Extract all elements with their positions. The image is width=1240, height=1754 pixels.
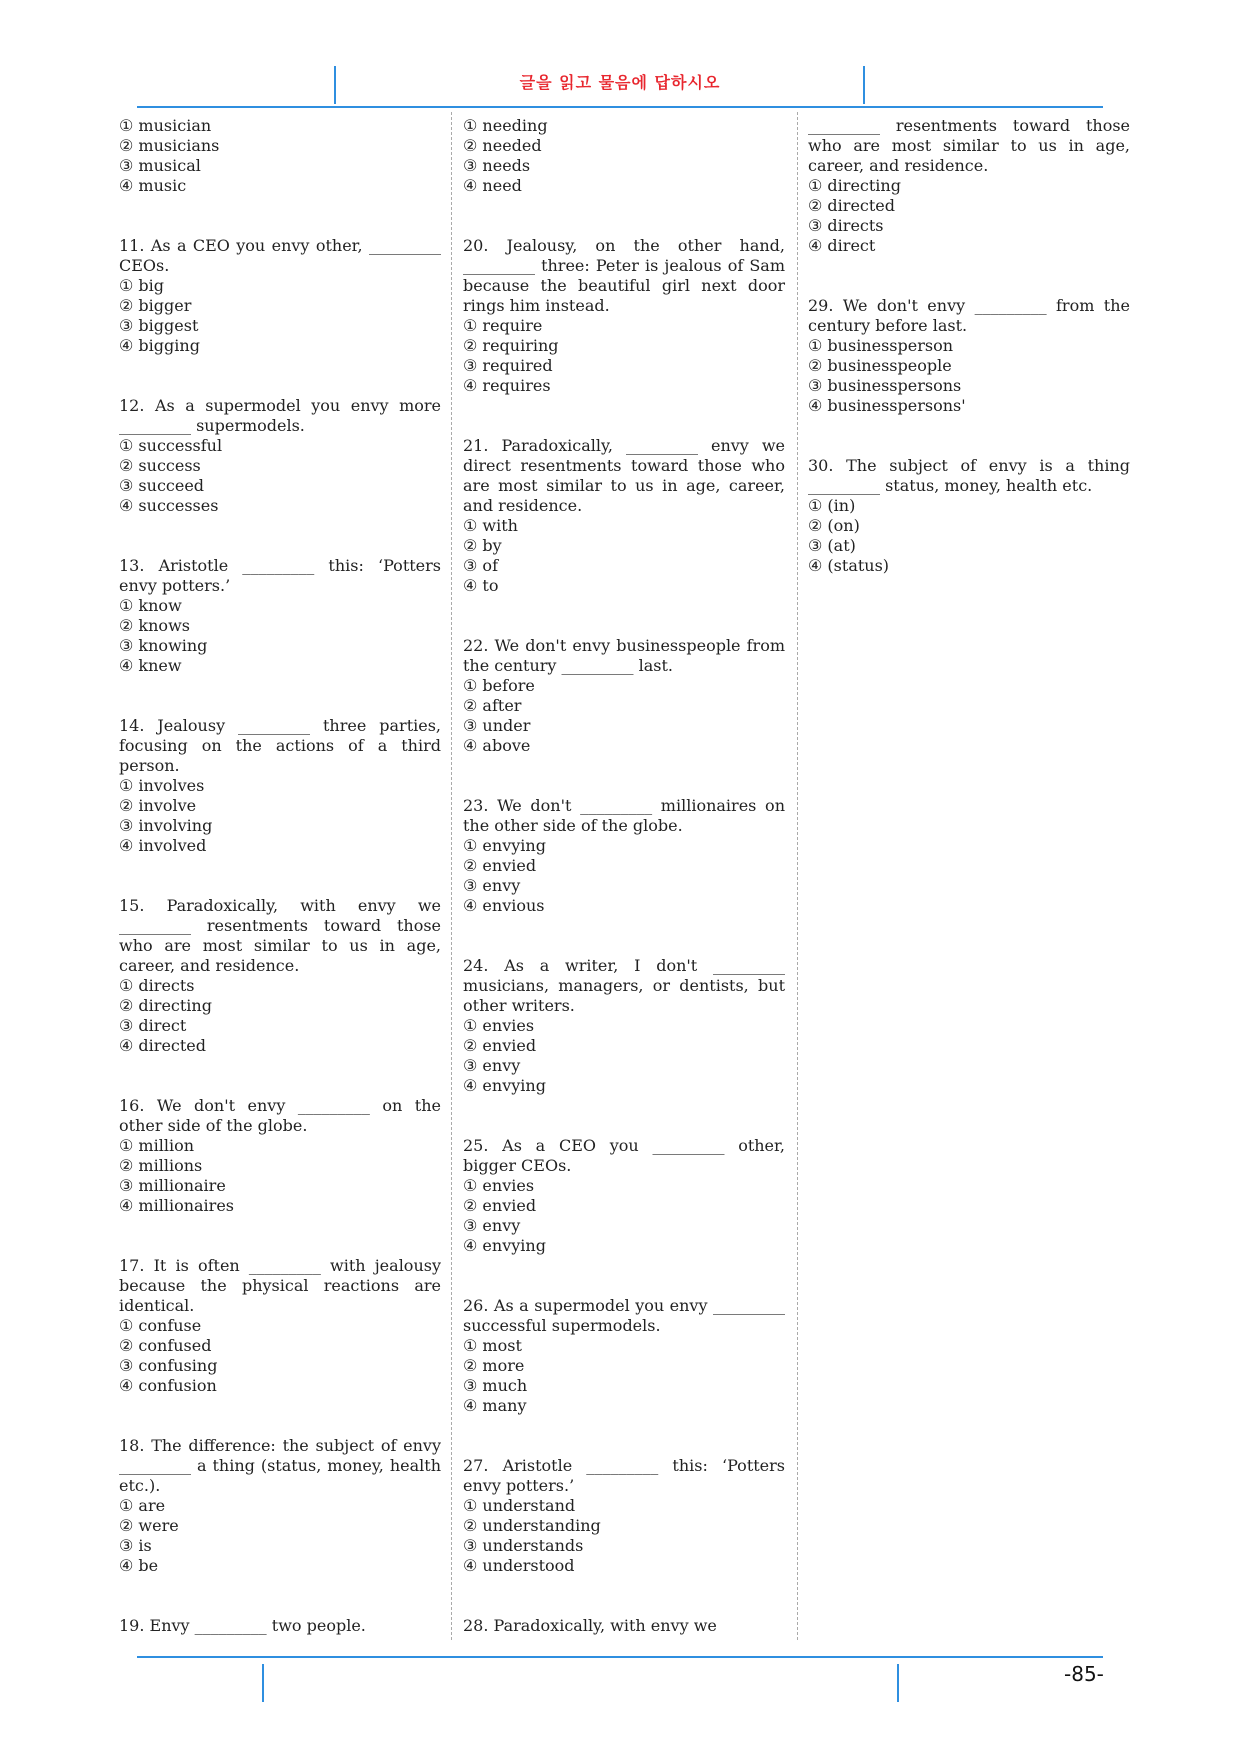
answer-option: ④ music bbox=[119, 176, 187, 195]
question-block bbox=[119, 236, 441, 356]
answer-option: ② knows bbox=[119, 616, 190, 635]
answer-option: ③ needs bbox=[463, 156, 531, 175]
question-text: 11. As a CEO you envy other, _________ CEOs. bbox=[119, 236, 441, 275]
answer-option: ② directing bbox=[119, 996, 212, 1015]
answer-option: ② after bbox=[463, 696, 522, 715]
answer-option: ③ envy bbox=[463, 1216, 521, 1235]
question-block bbox=[463, 436, 785, 596]
answer-option: ② requiring bbox=[463, 336, 559, 355]
answer-option: ① envies bbox=[463, 1016, 535, 1035]
question-block bbox=[463, 116, 785, 196]
answer-option: ① (in) bbox=[808, 496, 856, 515]
answer-option: ① directs bbox=[119, 976, 195, 995]
answer-option: ④ confusion bbox=[119, 1376, 217, 1395]
question-block bbox=[119, 556, 441, 676]
answer-option: ② confused bbox=[119, 1336, 212, 1355]
column-divider-2 bbox=[797, 112, 798, 1640]
answer-option: ④ bigging bbox=[119, 336, 200, 355]
question-column-3 bbox=[808, 116, 1130, 616]
answer-option: ③ directs bbox=[808, 216, 884, 235]
question-text: 30. The subject of envy is a thing _________ status, money, health etc. bbox=[808, 456, 1130, 495]
answer-option: ③ musical bbox=[119, 156, 201, 175]
answer-option: ① understand bbox=[463, 1496, 576, 1515]
question-text: _________ resentments toward those who are most similar to us in age, career, and residence. bbox=[808, 116, 1130, 175]
answer-option: ③ millionaire bbox=[119, 1176, 226, 1195]
answer-option: ① know bbox=[119, 596, 182, 615]
question-block bbox=[463, 1296, 785, 1416]
question-block bbox=[119, 1616, 441, 1636]
answer-option: ④ (status) bbox=[808, 556, 890, 575]
answer-option: ② (on) bbox=[808, 516, 860, 535]
answer-option: ② needed bbox=[463, 136, 542, 155]
answer-option: ③ of bbox=[463, 556, 498, 575]
answer-option: ④ need bbox=[463, 176, 522, 195]
answer-option: ② by bbox=[463, 536, 502, 555]
question-text: 16. We don't envy _________ on the other side of the globe. bbox=[119, 1096, 441, 1135]
answer-option: ④ many bbox=[463, 1396, 527, 1415]
question-text: 18. The difference: the subject of envy _________ a thing (status, money, health etc.). bbox=[119, 1436, 441, 1495]
question-text: 24. As a writer, I don't _________ musicians, managers, or dentists, but other writers. bbox=[463, 956, 785, 1015]
question-block bbox=[119, 1256, 441, 1396]
question-block bbox=[119, 116, 441, 196]
question-block bbox=[119, 396, 441, 516]
answer-option: ③ biggest bbox=[119, 316, 199, 335]
question-block bbox=[808, 296, 1130, 416]
question-text: 14. Jealousy _________ three parties, focusing on the actions of a third person. bbox=[119, 716, 441, 775]
answer-option: ② bigger bbox=[119, 296, 192, 315]
question-block bbox=[463, 236, 785, 396]
answer-option: ② musicians bbox=[119, 136, 220, 155]
answer-option: ③ (at) bbox=[808, 536, 856, 555]
answer-option: ① successful bbox=[119, 436, 223, 455]
answer-option: ① most bbox=[463, 1336, 522, 1355]
header-rule bbox=[137, 106, 1103, 108]
question-block bbox=[119, 716, 441, 856]
answer-option: ③ is bbox=[119, 1536, 152, 1555]
answer-option: ② envied bbox=[463, 856, 537, 875]
answer-option: ③ businesspersons bbox=[808, 376, 962, 395]
answer-option: ④ direct bbox=[808, 236, 876, 255]
answer-option: ④ involved bbox=[119, 836, 207, 855]
answer-option: ④ to bbox=[463, 576, 499, 595]
answer-option: ① with bbox=[463, 516, 518, 535]
question-block bbox=[808, 116, 1130, 256]
answer-option: ① require bbox=[463, 316, 543, 335]
question-text: 28. Paradoxically, with envy we bbox=[463, 1616, 717, 1635]
answer-option: ④ directed bbox=[119, 1036, 207, 1055]
question-text: 17. It is often _________ with jealousy because the physical reactions are identical. bbox=[119, 1256, 441, 1315]
question-block bbox=[463, 636, 785, 756]
page-number: -85- bbox=[1064, 1662, 1104, 1686]
answer-option: ① businessperson bbox=[808, 336, 954, 355]
question-text: 27. Aristotle _________ this: ‘Potters envy potters.’ bbox=[463, 1456, 785, 1495]
answer-option: ④ be bbox=[119, 1556, 159, 1575]
question-text: 26. As a supermodel you envy _________ successful supermodels. bbox=[463, 1296, 785, 1335]
question-block bbox=[463, 1616, 785, 1636]
answer-option: ① confuse bbox=[119, 1316, 202, 1335]
answer-option: ③ envy bbox=[463, 876, 521, 895]
question-text: 23. We don't _________ millionaires on the other side of the globe. bbox=[463, 796, 785, 835]
answer-option: ① musician bbox=[119, 116, 212, 135]
answer-option: ④ requires bbox=[463, 376, 551, 395]
question-block bbox=[463, 1136, 785, 1256]
answer-option: ① involves bbox=[119, 776, 205, 795]
question-block bbox=[119, 896, 441, 1056]
answer-option: ② millions bbox=[119, 1156, 203, 1175]
answer-option: ③ under bbox=[463, 716, 531, 735]
answer-option: ④ businesspersons' bbox=[808, 396, 966, 415]
footer-rule bbox=[137, 1656, 1103, 1658]
answer-option: ④ understood bbox=[463, 1556, 575, 1575]
answer-option: ① are bbox=[119, 1496, 166, 1515]
answer-option: ③ understands bbox=[463, 1536, 584, 1555]
footer-tick-left bbox=[262, 1664, 264, 1702]
answer-option: ② were bbox=[119, 1516, 179, 1535]
answer-option: ② more bbox=[463, 1356, 525, 1375]
column-divider-1 bbox=[451, 112, 452, 1640]
answer-option: ② involve bbox=[119, 796, 197, 815]
question-block bbox=[119, 1436, 441, 1576]
answer-option: ③ envy bbox=[463, 1056, 521, 1075]
question-text: 22. We don't envy businesspeople from the century _________ last. bbox=[463, 636, 785, 675]
question-text: 20. Jealousy, on the other hand, _________ three: Peter is jealous of Sam because the beautiful girl next door rings him instead. bbox=[463, 236, 785, 315]
answer-option: ② directed bbox=[808, 196, 896, 215]
question-text: 25. As a CEO you _________ other, bigger CEOs. bbox=[463, 1136, 785, 1175]
answer-option: ④ knew bbox=[119, 656, 182, 675]
question-column-1 bbox=[119, 116, 441, 1676]
answer-option: ② envied bbox=[463, 1036, 537, 1055]
answer-option: ② businesspeople bbox=[808, 356, 952, 375]
answer-option: ① million bbox=[119, 1136, 195, 1155]
question-block bbox=[808, 456, 1130, 576]
answer-option: ① directing bbox=[808, 176, 901, 195]
answer-option: ③ knowing bbox=[119, 636, 208, 655]
answer-option: ① big bbox=[119, 276, 165, 295]
question-text: 15. Paradoxically, with envy we _________ resentments toward those who are most similar to us in age, career, and residence. bbox=[119, 896, 441, 975]
page-header-title: 글을 읽고 물음에 답하시오 bbox=[519, 73, 721, 92]
answer-option: ② understanding bbox=[463, 1516, 601, 1535]
footer-tick-right bbox=[897, 1664, 899, 1702]
answer-option: ④ above bbox=[463, 736, 531, 755]
answer-option: ③ much bbox=[463, 1376, 528, 1395]
answer-option: ④ successes bbox=[119, 496, 219, 515]
answer-option: ③ required bbox=[463, 356, 553, 375]
answer-option: ④ envious bbox=[463, 896, 545, 915]
answer-option: ① before bbox=[463, 676, 535, 695]
question-block bbox=[119, 1096, 441, 1216]
question-text: 19. Envy _________ two people. bbox=[119, 1616, 366, 1635]
question-block bbox=[463, 796, 785, 916]
answer-option: ① envies bbox=[463, 1176, 535, 1195]
answer-option: ② envied bbox=[463, 1196, 537, 1215]
answer-option: ④ envying bbox=[463, 1236, 546, 1255]
answer-option: ② success bbox=[119, 456, 201, 475]
question-text: 12. As a supermodel you envy more _________ supermodels. bbox=[119, 396, 441, 435]
answer-option: ① envying bbox=[463, 836, 546, 855]
question-block bbox=[463, 1456, 785, 1576]
answer-option: ④ millionaires bbox=[119, 1196, 234, 1215]
answer-option: ④ envying bbox=[463, 1076, 546, 1095]
answer-option: ③ succeed bbox=[119, 476, 205, 495]
question-text: 29. We don't envy _________ from the century before last. bbox=[808, 296, 1130, 335]
answer-option: ③ involving bbox=[119, 816, 213, 835]
answer-option: ③ confusing bbox=[119, 1356, 218, 1375]
answer-option: ① needing bbox=[463, 116, 548, 135]
question-block bbox=[463, 956, 785, 1096]
question-text: 13. Aristotle _________ this: ‘Potters envy potters.’ bbox=[119, 556, 441, 595]
question-text: 21. Paradoxically, _________ envy we direct resentments toward those who are most similar to us in age, career, and residence. bbox=[463, 436, 785, 515]
answer-option: ③ direct bbox=[119, 1016, 187, 1035]
question-column-2 bbox=[463, 116, 785, 1676]
